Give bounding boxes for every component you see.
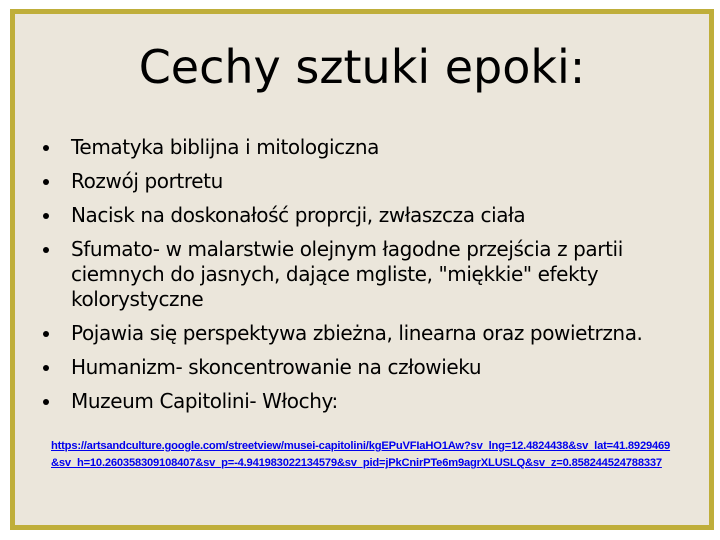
slide-title: Cechy sztuki epoki: bbox=[138, 40, 586, 94]
bullet-item: Humanizm- skoncentrowanie na człowieku bbox=[39, 355, 684, 380]
bullet-item: Sfumato- w malarstwie olejnym łagodne przejścia z partii ciemnych do jasnych, dające mgliste, "miękkie" efekty kolorystyczne bbox=[39, 237, 684, 312]
bullet-item: Nacisk na doskonałość proprcji, zwłaszcza ciała bbox=[39, 203, 684, 228]
bullet-item: Pojawia się perspektywa zbieżna, linearna oraz powietrzna. bbox=[39, 321, 684, 346]
museum-link[interactable]: https://artsandculture.google.com/streetview/musei-capitolini/kgEPuVFIaHO1Aw?sv_lng=12.4824438&sv_lat=41.8929469&sv_h=10.260358309108407&sv_p=-4.941983022134579&sv_pid=jPkCnirPTe6m9agrXLUSLQ&sv_z=0.858244524788337 bbox=[51, 440, 671, 469]
bullet-list bbox=[39, 135, 684, 423]
bullet-item: Rozwój portretu bbox=[39, 169, 684, 194]
bullet-item: Muzeum Capitolini- Włochy: bbox=[39, 389, 684, 414]
bullet-item: Tematyka biblijna i mitologiczna bbox=[39, 135, 684, 160]
slide-frame bbox=[10, 9, 714, 530]
